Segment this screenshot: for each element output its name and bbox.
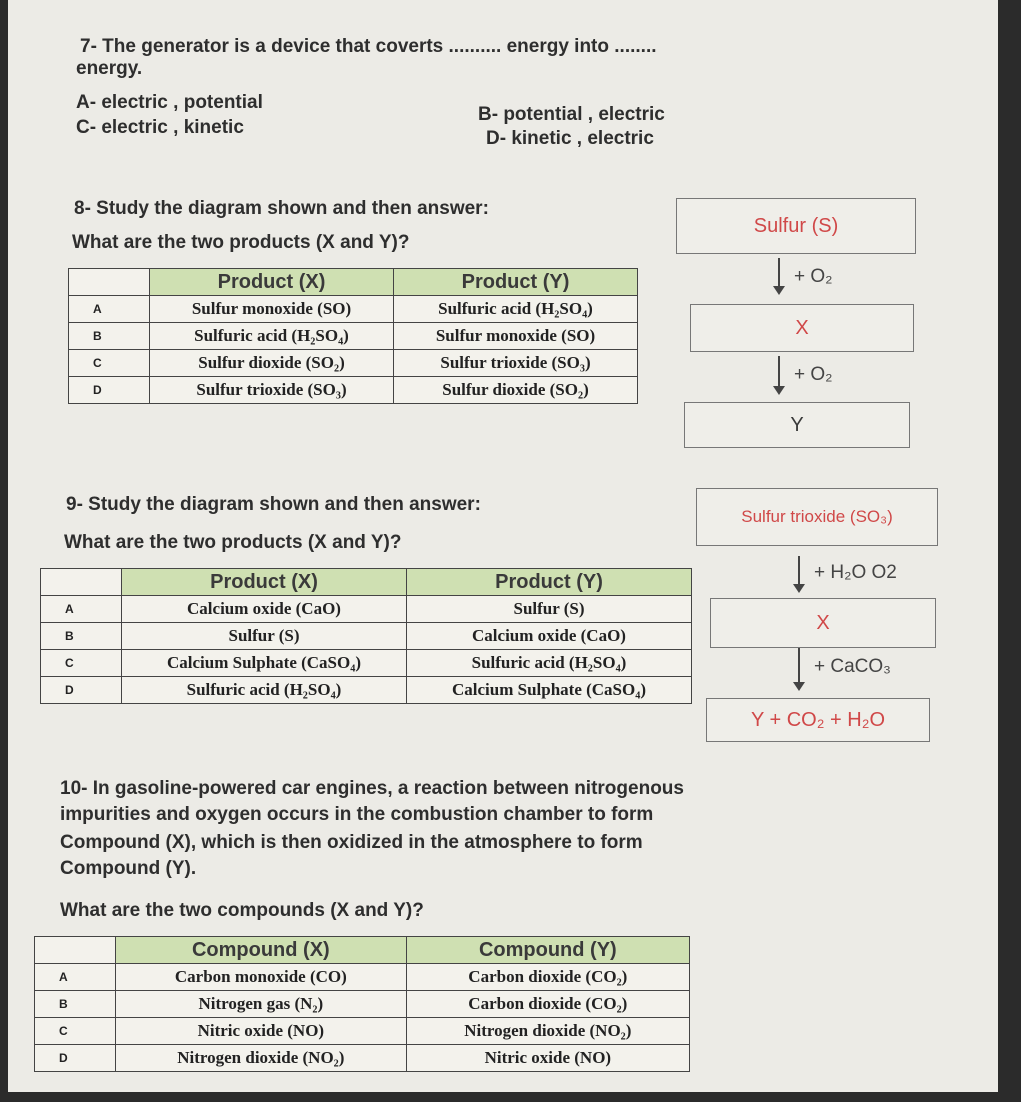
q9-row-letter: D (41, 677, 122, 704)
q9-row-letter: A (41, 596, 122, 623)
q9-cell-y: Calcium Sulphate (CaSO₄) (407, 677, 692, 704)
q8-diagram-x-box: X (690, 304, 914, 352)
q9-header-x: Product (X) (122, 569, 407, 596)
q9-diagram-y-box: Y + CO₂ + H₂O (706, 698, 930, 742)
q10-line3: Compound (X), which is then oxidized in the atmosphere to form (60, 832, 643, 853)
q9-row-d[interactable] (41, 677, 692, 704)
q9-row-letter: B (41, 623, 122, 650)
q10-cell-y: Carbon dioxide (CO₂) (406, 991, 689, 1018)
q8-answer-table (68, 268, 638, 404)
q8-arrow-1 (778, 258, 780, 288)
q9-cell-x: Sulfuric acid (H₂SO₄) (122, 677, 407, 704)
q8-cell-y: Sulfur dioxide (SO₂) (394, 377, 638, 404)
q10-cell-x: Nitrogen dioxide (NO₂) (116, 1045, 407, 1072)
q8-row-a[interactable] (69, 296, 638, 323)
q9-diagram-x-box: X (710, 598, 936, 648)
q8-cell-y: Sulfuric acid (H₂SO₄) (394, 296, 638, 323)
q7-option-a[interactable]: A- electric , potential (76, 92, 263, 113)
q8-reagent-1: + O₂ (794, 266, 833, 287)
q10-row-letter: D (35, 1045, 116, 1072)
q8-arrow-2 (778, 356, 780, 388)
q8-title: 8- Study the diagram shown and then answer: (74, 198, 489, 219)
q8-row-letter: D (69, 377, 150, 404)
q10-question: What are the two compounds (X and Y)? (60, 900, 424, 921)
q9-answer-table (40, 568, 692, 704)
q10-cell-x: Nitric oxide (NO) (116, 1018, 407, 1045)
q8-row-b[interactable] (69, 323, 638, 350)
q9-cell-y: Sulfur (S) (407, 596, 692, 623)
q10-answer-table (34, 936, 690, 1072)
q8-header-x: Product (X) (150, 269, 394, 296)
q8-diagram-start-box: Sulfur (S) (676, 198, 916, 254)
q10-row-d[interactable] (35, 1045, 690, 1072)
q9-cell-y: Calcium oxide (CaO) (407, 623, 692, 650)
q9-reagent-2: + CaCO₃ (814, 656, 891, 677)
q10-line4: Compound (Y). (60, 858, 197, 879)
q7-option-b[interactable]: B- potential , electric (478, 104, 665, 125)
q8-row-letter: B (69, 323, 150, 350)
q9-cell-y: Sulfuric acid (H₂SO₄) (407, 650, 692, 677)
q8-diagram-y-box: Y (684, 402, 910, 448)
q8-header-y: Product (Y) (394, 269, 638, 296)
q10-header-x: Compound (X) (116, 937, 407, 964)
q9-cell-x: Calcium oxide (CaO) (122, 596, 407, 623)
q10-line1: 10- In gasoline-powered car engines, a reaction between nitrogenous (60, 778, 684, 799)
q7-line2: energy. (76, 58, 143, 79)
q10-cell-x: Carbon monoxide (CO) (116, 964, 407, 991)
q9-reagent-1: + H₂O O2 (814, 562, 897, 583)
q8-cell-x: Sulfuric acid (H₂SO₄) (150, 323, 394, 350)
q10-cell-y: Carbon dioxide (CO₂) (406, 964, 689, 991)
q9-row-c[interactable] (41, 650, 692, 677)
q9-title: 9- Study the diagram shown and then answer: (66, 494, 481, 515)
q10-cell-y: Nitric oxide (NO) (406, 1045, 689, 1072)
q10-row-letter: B (35, 991, 116, 1018)
q8-cell-x: Sulfur dioxide (SO₂) (150, 350, 394, 377)
q10-row-c[interactable] (35, 1018, 690, 1045)
q9-cell-x: Calcium Sulphate (CaSO₄) (122, 650, 407, 677)
q8-row-letter: C (69, 350, 150, 377)
worksheet-page (8, 0, 998, 1092)
q8-question: What are the two products (X and Y)? (72, 232, 410, 253)
q8-cell-y: Sulfur monoxide (SO) (394, 323, 638, 350)
q9-header-blank (41, 569, 122, 596)
q10-header-y: Compound (Y) (406, 937, 689, 964)
q10-row-letter: C (35, 1018, 116, 1045)
q8-reagent-2: + O₂ (794, 364, 833, 385)
q10-row-b[interactable] (35, 991, 690, 1018)
q10-row-letter: A (35, 964, 116, 991)
q9-row-b[interactable] (41, 623, 692, 650)
q10-header-blank (35, 937, 116, 964)
q10-cell-y: Nitrogen dioxide (NO₂) (406, 1018, 689, 1045)
q9-arrow-1 (798, 556, 800, 586)
q9-diagram-start-box: Sulfur trioxide (SO₃) (696, 488, 938, 546)
q9-row-a[interactable] (41, 596, 692, 623)
q9-cell-x: Sulfur (S) (122, 623, 407, 650)
q7-option-c[interactable]: C- electric , kinetic (76, 117, 244, 138)
q9-header-y: Product (Y) (407, 569, 692, 596)
q8-cell-y: Sulfur trioxide (SO₃) (394, 350, 638, 377)
q8-cell-x: Sulfur trioxide (SO₃) (150, 377, 394, 404)
q9-arrow-2 (798, 648, 800, 684)
q7-option-d[interactable]: D- kinetic , electric (486, 128, 654, 149)
q10-cell-x: Nitrogen gas (N₂) (116, 991, 407, 1018)
q9-row-letter: C (41, 650, 122, 677)
q8-header-blank (69, 269, 150, 296)
q8-row-d[interactable] (69, 377, 638, 404)
q8-row-c[interactable] (69, 350, 638, 377)
q7-line1: 7- The generator is a device that coverts .......... energy into ........ (80, 36, 657, 57)
q8-cell-x: Sulfur monoxide (SO) (150, 296, 394, 323)
q9-question: What are the two products (X and Y)? (64, 532, 402, 553)
q8-row-letter: A (69, 296, 150, 323)
q10-line2: impurities and oxygen occurs in the combustion chamber to form (60, 804, 654, 825)
q10-row-a[interactable] (35, 964, 690, 991)
